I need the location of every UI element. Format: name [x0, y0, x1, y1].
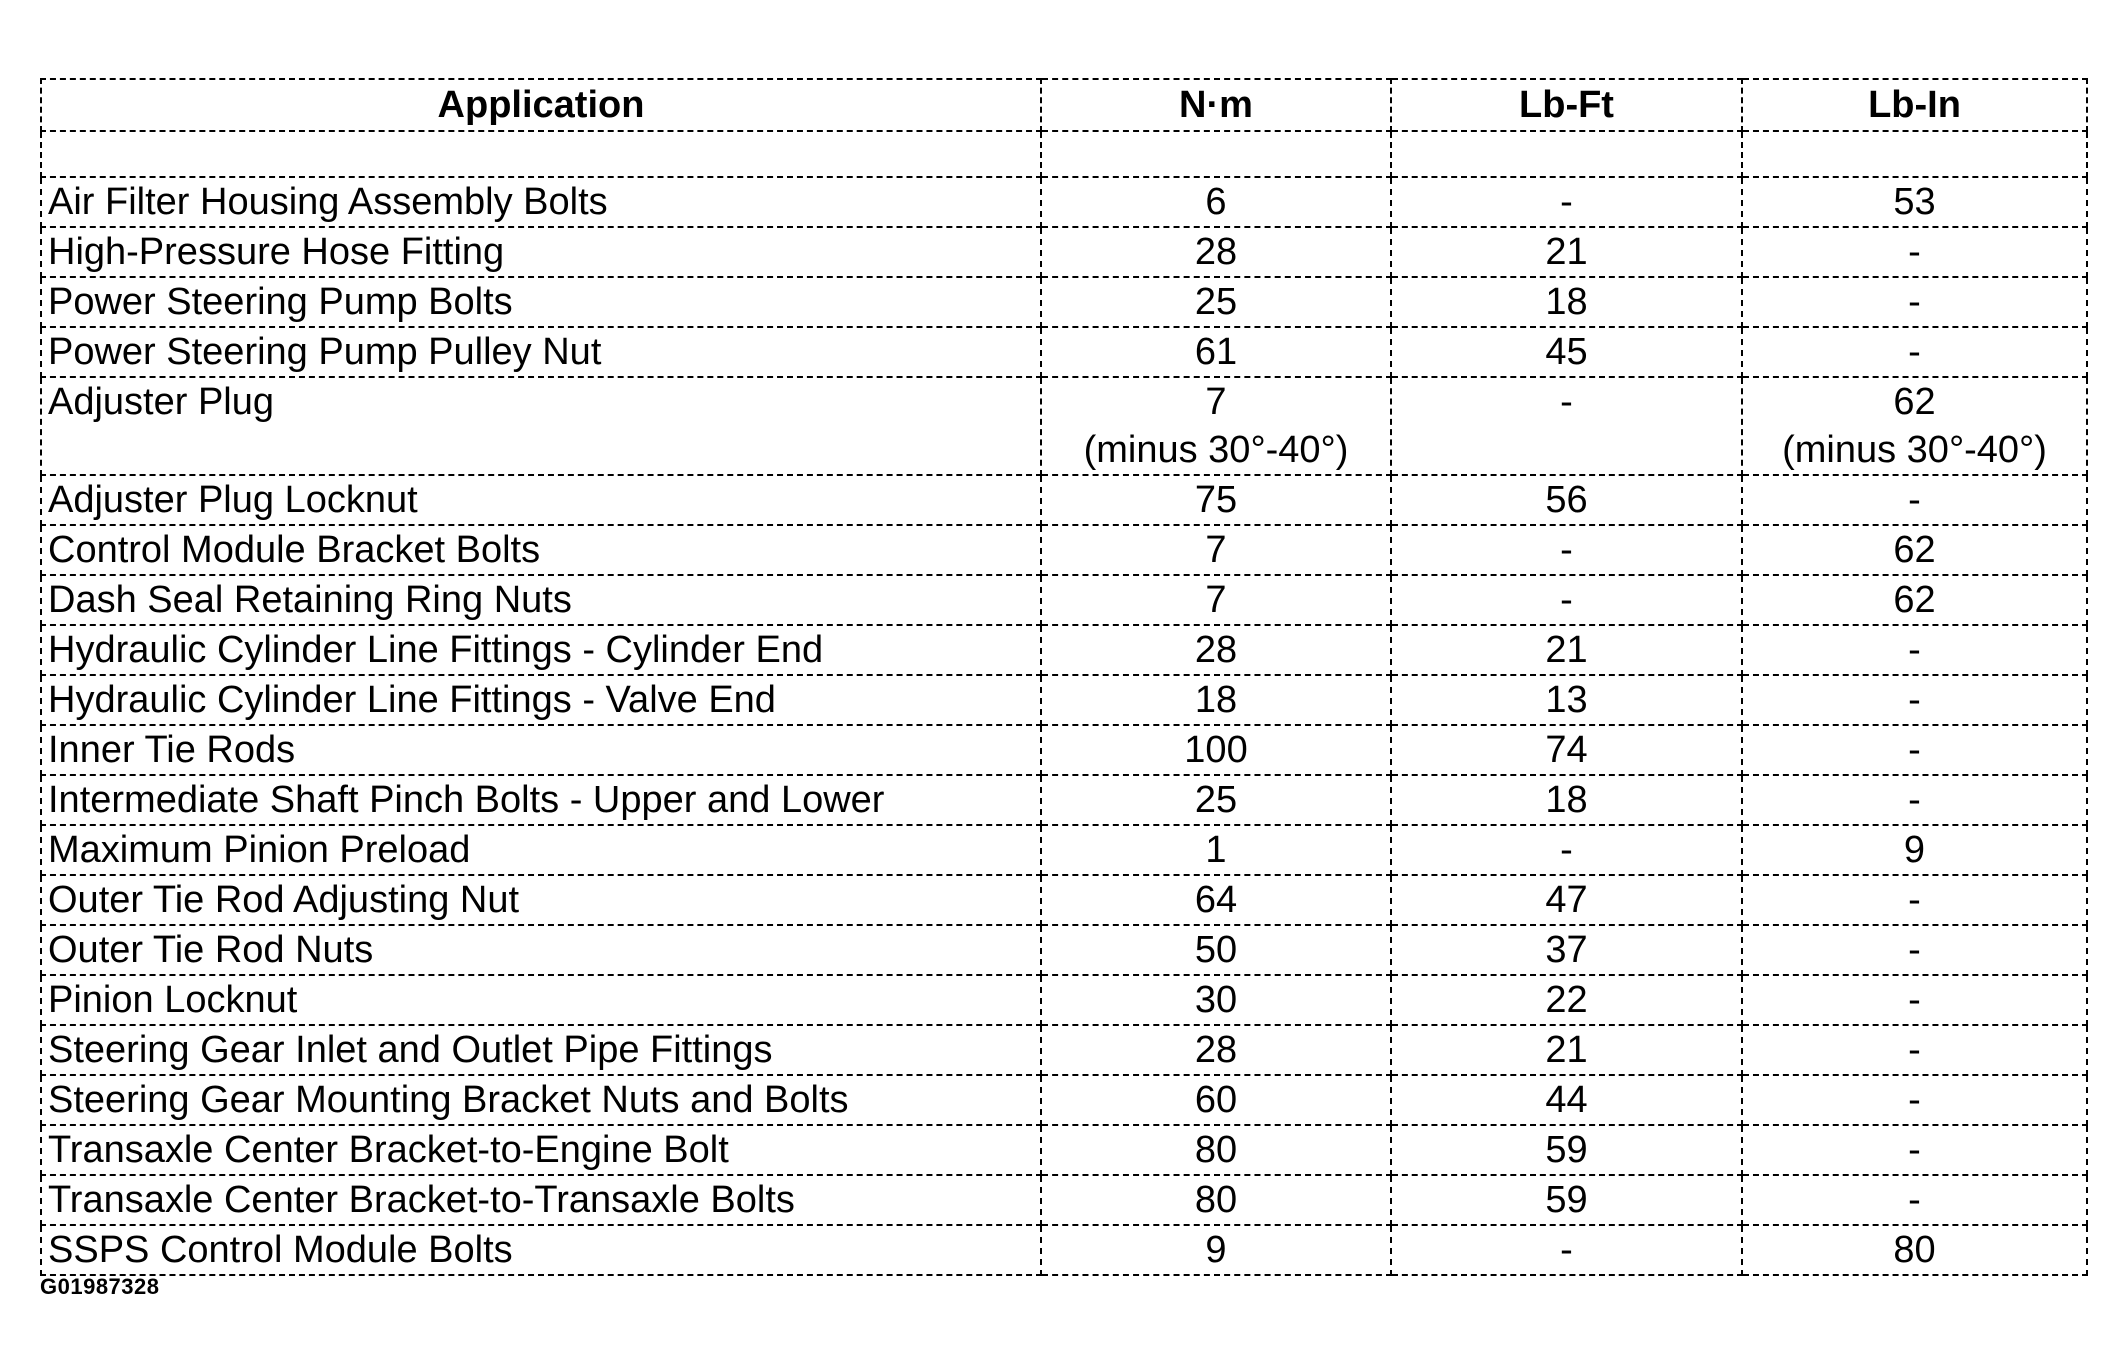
- lbin-value: -: [1908, 1029, 1921, 1071]
- nm-value: 7: [1205, 529, 1227, 571]
- nm-cell: [1041, 1225, 1391, 1275]
- lbft-cell: [1391, 575, 1742, 625]
- nm-cell: [1041, 525, 1391, 575]
- header-application: Application: [41, 79, 1041, 131]
- table-row: [41, 625, 2087, 675]
- lbin-cell: [1742, 575, 2087, 625]
- lbin-note: (minus 30°-40°): [1782, 429, 2047, 471]
- lbft-value: 44: [1545, 1079, 1588, 1121]
- lbin-cell: [1742, 475, 2087, 525]
- lbft-cell: [1391, 725, 1742, 775]
- lbin-value: -: [1908, 331, 1921, 373]
- lbft-value: 18: [1545, 779, 1588, 821]
- table-row: [41, 925, 2087, 975]
- table-row: [41, 1125, 2087, 1175]
- nm-value: 50: [1194, 929, 1238, 971]
- application-cell: SSPS Control Module Bolts: [41, 1225, 1041, 1275]
- nm-cell: [1041, 725, 1391, 775]
- lbin-cell: [1742, 1075, 2087, 1125]
- table-row: [41, 975, 2087, 1025]
- nm-cell: [1041, 1075, 1391, 1125]
- table-row: [41, 825, 2087, 875]
- application-cell: Air Filter Housing Assembly Bolts: [41, 177, 1041, 227]
- lbft-value: 21: [1545, 231, 1588, 273]
- nm-value: 9: [1205, 1229, 1227, 1271]
- application-cell: Intermediate Shaft Pinch Bolts - Upper and Lower: [41, 775, 1041, 825]
- table-row: [41, 327, 2087, 377]
- application-cell: Hydraulic Cylinder Line Fittings - Cylinder End: [41, 625, 1041, 675]
- lbin-cell: [1742, 327, 2087, 377]
- lbin-value: -: [1908, 1129, 1921, 1171]
- table-row: [41, 1025, 2087, 1075]
- nm-value: 30: [1194, 979, 1238, 1021]
- table-row: [41, 575, 2087, 625]
- lbin-cell: [1742, 625, 2087, 675]
- nm-value: 28: [1194, 629, 1238, 671]
- application-cell: Hydraulic Cylinder Line Fittings - Valve End: [41, 675, 1041, 725]
- lbin-value: -: [1908, 779, 1921, 821]
- lbft-cell: [1391, 675, 1742, 725]
- lbft-cell: [1391, 1075, 1742, 1125]
- lbin-value: -: [1908, 1079, 1921, 1121]
- nm-cell: [1041, 327, 1391, 377]
- nm-cell: [1041, 625, 1391, 675]
- nm-cell: [1041, 1125, 1391, 1175]
- lbin-value: -: [1908, 479, 1921, 521]
- lbft-cell: [1391, 377, 1742, 475]
- lbft-cell: [1391, 775, 1742, 825]
- lbin-cell: [1742, 725, 2087, 775]
- table-row: [41, 227, 2087, 277]
- lbin-cell: [1742, 1025, 2087, 1075]
- lbin-cell: [1742, 1225, 2087, 1275]
- header-nm: N·m: [1041, 79, 1391, 131]
- lbin-value: -: [1908, 629, 1921, 671]
- lbft-cell: [1391, 327, 1742, 377]
- lbft-value: -: [1560, 529, 1573, 571]
- lbft-cell: [1391, 475, 1742, 525]
- lbft-value: -: [1560, 829, 1573, 871]
- nm-cell: [1041, 1025, 1391, 1075]
- lbin-value: 62: [1893, 579, 1936, 621]
- lbft-value: 21: [1545, 629, 1588, 671]
- application-cell: Outer Tie Rod Nuts: [41, 925, 1041, 975]
- spacer-cell: [1742, 131, 2087, 177]
- lbft-value: -: [1560, 579, 1573, 621]
- nm-value: 28: [1194, 1029, 1238, 1071]
- table-row: [41, 277, 2087, 327]
- lbin-value: -: [1908, 1179, 1921, 1221]
- lbin-value: -: [1908, 281, 1921, 323]
- figure-id: G01987328: [40, 1274, 160, 1299]
- lbft-cell: [1391, 277, 1742, 327]
- application-cell: Pinion Locknut: [41, 975, 1041, 1025]
- lbft-value: 22: [1545, 979, 1588, 1021]
- application-cell: Transaxle Center Bracket-to-Transaxle Bolts: [41, 1175, 1041, 1225]
- table-row: [41, 377, 2087, 475]
- nm-cell: [1041, 925, 1391, 975]
- nm-value: 25: [1194, 779, 1238, 821]
- lbft-cell: [1391, 925, 1742, 975]
- lbft-value: 47: [1545, 879, 1588, 921]
- application-cell: Transaxle Center Bracket-to-Engine Bolt: [41, 1125, 1041, 1175]
- lbin-value: 9: [1903, 829, 1926, 871]
- application-cell: Power Steering Pump Pulley Nut: [41, 327, 1041, 377]
- spacer-row: [41, 131, 2087, 177]
- table-row: [41, 775, 2087, 825]
- lbin-value: 62: [1893, 381, 1936, 423]
- lbft-cell: [1391, 1175, 1742, 1225]
- nm-value: 61: [1194, 331, 1238, 373]
- header-lbin: Lb-In: [1742, 79, 2087, 131]
- header-lbft: Lb-Ft: [1391, 79, 1742, 131]
- lbft-value: 37: [1545, 929, 1588, 971]
- lbft-cell: [1391, 625, 1742, 675]
- lbin-value: -: [1908, 231, 1921, 273]
- lbin-cell: [1742, 525, 2087, 575]
- table-row: [41, 1175, 2087, 1225]
- nm-value: 80: [1194, 1129, 1238, 1171]
- lbft-value: 21: [1545, 1029, 1588, 1071]
- lbft-cell: [1391, 227, 1742, 277]
- lbin-cell: [1742, 177, 2087, 227]
- application-cell: Adjuster Plug: [41, 377, 1041, 475]
- lbft-cell: [1391, 177, 1742, 227]
- nm-value: 7: [1205, 579, 1227, 621]
- lbin-cell: [1742, 775, 2087, 825]
- lbft-value: 18: [1545, 281, 1588, 323]
- nm-value: 28: [1194, 231, 1238, 273]
- lbin-cell: [1742, 1175, 2087, 1225]
- lbin-value: -: [1908, 879, 1921, 921]
- application-cell: Maximum Pinion Preload: [41, 825, 1041, 875]
- table-row: [41, 675, 2087, 725]
- nm-cell: [1041, 377, 1391, 475]
- application-cell: Adjuster Plug Locknut: [41, 475, 1041, 525]
- application-cell: High-Pressure Hose Fitting: [41, 227, 1041, 277]
- lbft-value: -: [1560, 181, 1573, 223]
- table-row: [41, 875, 2087, 925]
- nm-cell: [1041, 575, 1391, 625]
- application-cell: Steering Gear Inlet and Outlet Pipe Fittings: [41, 1025, 1041, 1075]
- nm-value: 18: [1194, 679, 1238, 721]
- table-row: [41, 525, 2087, 575]
- nm-value: 75: [1194, 479, 1238, 521]
- lbin-value: -: [1908, 929, 1921, 971]
- lbft-value: 13: [1545, 679, 1588, 721]
- lbin-value: -: [1908, 729, 1921, 771]
- lbft-value: 56: [1545, 479, 1588, 521]
- nm-cell: [1041, 675, 1391, 725]
- nm-cell: [1041, 775, 1391, 825]
- nm-value: 60: [1194, 1079, 1238, 1121]
- lbin-value: -: [1908, 979, 1921, 1021]
- application-cell: Dash Seal Retaining Ring Nuts: [41, 575, 1041, 625]
- nm-cell: [1041, 475, 1391, 525]
- nm-note: (minus 30°-40°): [1083, 429, 1349, 471]
- spacer-cell: [41, 131, 1041, 177]
- nm-value: 1: [1205, 829, 1227, 871]
- nm-value: 7: [1205, 381, 1227, 423]
- nm-cell: [1041, 975, 1391, 1025]
- lbft-value: -: [1560, 381, 1573, 423]
- lbin-cell: [1742, 277, 2087, 327]
- lbft-cell: [1391, 1125, 1742, 1175]
- table-row: [41, 1075, 2087, 1125]
- lbin-cell: [1742, 925, 2087, 975]
- torque-specifications-table: [40, 78, 2088, 1276]
- nm-cell: [1041, 227, 1391, 277]
- lbft-value: 59: [1545, 1129, 1588, 1171]
- header-row: [41, 79, 2087, 131]
- lbin-cell: [1742, 675, 2087, 725]
- nm-cell: [1041, 1175, 1391, 1225]
- lbin-value: 53: [1893, 181, 1936, 223]
- table-row: [41, 475, 2087, 525]
- lbft-value: 59: [1545, 1179, 1588, 1221]
- nm-value: 25: [1194, 281, 1238, 323]
- table-row: [41, 177, 2087, 227]
- lbin-value: 80: [1893, 1229, 1936, 1271]
- lbft-cell: [1391, 975, 1742, 1025]
- nm-cell: [1041, 825, 1391, 875]
- table-body: [41, 131, 2087, 1275]
- lbft-value: 45: [1545, 331, 1588, 373]
- nm-value: 80: [1194, 1179, 1238, 1221]
- lbin-value: 62: [1893, 529, 1936, 571]
- table-row: [41, 1225, 2087, 1275]
- table-row: [41, 725, 2087, 775]
- application-cell: Power Steering Pump Bolts: [41, 277, 1041, 327]
- nm-cell: [1041, 177, 1391, 227]
- lbin-cell: [1742, 875, 2087, 925]
- application-cell: Outer Tie Rod Adjusting Nut: [41, 875, 1041, 925]
- lbft-value: 74: [1545, 729, 1588, 771]
- lbin-cell: [1742, 1125, 2087, 1175]
- spacer-cell: [1041, 131, 1391, 177]
- spacer-cell: [1391, 131, 1742, 177]
- lbft-cell: [1391, 525, 1742, 575]
- lbft-cell: [1391, 875, 1742, 925]
- lbin-cell: [1742, 377, 2087, 475]
- nm-value: 6: [1205, 181, 1227, 223]
- nm-value: 100: [1184, 729, 1248, 771]
- lbft-value: -: [1560, 1229, 1573, 1271]
- lbin-value: -: [1908, 679, 1921, 721]
- application-cell: Inner Tie Rods: [41, 725, 1041, 775]
- application-cell: Control Module Bracket Bolts: [41, 525, 1041, 575]
- application-cell: Steering Gear Mounting Bracket Nuts and Bolts: [41, 1075, 1041, 1125]
- lbft-cell: [1391, 825, 1742, 875]
- lbin-cell: [1742, 825, 2087, 875]
- lbin-cell: [1742, 227, 2087, 277]
- lbin-cell: [1742, 975, 2087, 1025]
- nm-value: 64: [1194, 879, 1238, 921]
- nm-cell: [1041, 875, 1391, 925]
- nm-cell: [1041, 277, 1391, 327]
- lbft-cell: [1391, 1025, 1742, 1075]
- lbft-cell: [1391, 1225, 1742, 1275]
